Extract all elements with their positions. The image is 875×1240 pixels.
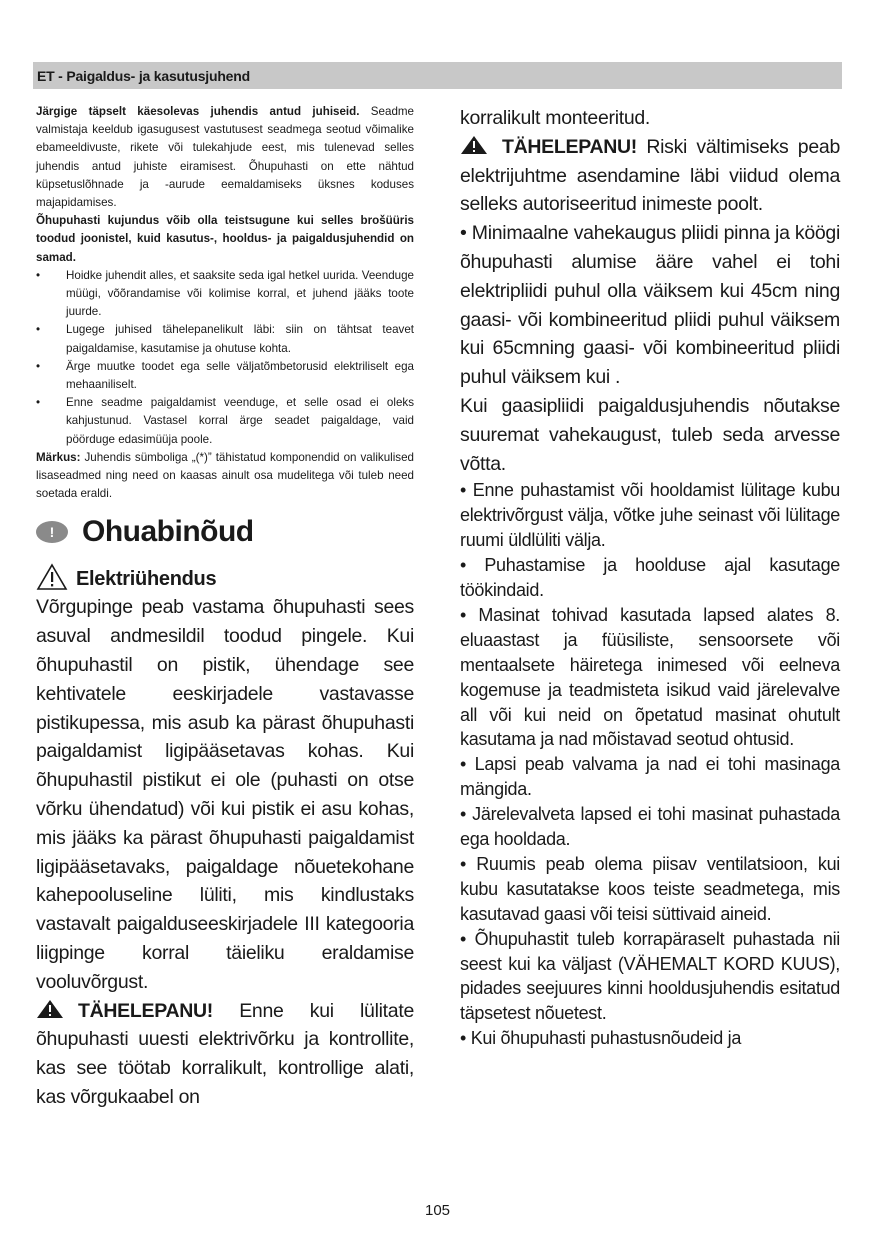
- warning-paragraph: TÄHELEPANU! Enne kui lülitate õhupuhasti uuesti elektrivõrku ja kontrollite, kas see töötab korralikult, kontrollige alati, kas võrgukaabel on: [36, 999, 414, 1109]
- page-number: 105: [424, 1202, 451, 1219]
- continued-text: korralikult monteeritud.: [460, 107, 651, 129]
- exclamation-badge-icon: !: [36, 521, 68, 543]
- list-item: • Puhastamise ja hoolduse ajal kasutage töökindaid.: [460, 555, 840, 600]
- section-heading: [36, 515, 414, 559]
- intro-paragraph: [36, 103, 414, 212]
- list-item: • Õhupuhastit tuleb korrapäraselt puhastada nii seest kui ka väljast (VÄHEMALT KORD KUUS), pidades seejuures kinni hooldusjuhendis esitatud täpsetest nõuetest.: [460, 928, 840, 1024]
- list-item: • Masinat tohivad kasutada lapsed alates 8. eluaastast ja füüsiliste, sensoorsete või mentaalsete häiretega inimesed või eelneva kogemuse ja teadmisteta isikud vaid järelevalve all või kui neid on õpetatud masinat ohutult kasutama ja nad mõistavad seotud ohtusid.: [460, 604, 840, 750]
- warning-icon: [460, 135, 488, 155]
- list-item: • Kui õhupuhasti puhastusnõudeid ja: [460, 1028, 742, 1049]
- subsection-title: Elektriühendus: [76, 568, 217, 591]
- gas-hob-text: Kui gaasipliidi paigaldusjuhendis nõutakse suuremat vahekaugust, tuleb seda arvesse võtta.: [460, 394, 840, 475]
- header-bar: [33, 62, 842, 89]
- remark-label: Märkus:: [36, 450, 81, 464]
- bullet-icon: •: [36, 268, 41, 282]
- list-item: • Lapsi peab valvama ja nad ei tohi masinaga mängida.: [460, 754, 840, 800]
- intro-remark: Märkus: Juhendis sümboliga „(*)” tähistatud komponendid on valikulised lisaseadmed ning need on kaasas ainult osa mudelitega või tuleb need soetada eraldi.: [36, 450, 414, 501]
- list-item: • Järelevalveta lapsed ei tohi masinat puhastada ega hooldada.: [460, 804, 840, 850]
- left-column: [36, 103, 414, 1112]
- warning-paragraph: TÄHELEPANU! Riski vältimiseks peab elektrijuhtme asendamine läbi viidud olema selleks autoriseeritud inimeste poolt.: [460, 135, 840, 216]
- bullet-icon: •: [36, 396, 41, 410]
- min-distance-text: • Minimaalne vahekaugus pliidi pinna ja köögi õhupuhasti alumise ääre vahel ei tohi elektripliidi puhul olla väiksem kui 45cm ning gaasi- või kombineeritud pliidi puhul väiksem kui 65cmning gaasi- või kombineeritud pliidi puhul väiksem kui .: [460, 222, 840, 389]
- intro-text: Seadme valmistaja keeldub igasugusest vastutusest seadmega seotud võimalike ebameeldivuste, rikete või tulekahjude eest, mis tulenevad selles juhendis antud juhiste eiramisest. Õhupuhasti on ette nähtud küpsetuslõhnade ja -aurude eemaldamiseks üksnes koduses majapidamises.: [36, 105, 414, 210]
- subsection-heading: [36, 563, 414, 593]
- bullet-icon: •: [36, 323, 41, 337]
- warning-label: TÄHELEPANU!: [502, 135, 637, 158]
- list-item: • Lugege juhised tähelepanelikult läbi: siin on tähtsat teavet paigaldamise, kasutamise ja ohutuse kohta.: [36, 323, 414, 355]
- section-title: Ohuabinõud: [82, 515, 254, 549]
- electrical-connection-text: Võrgupinge peab vastama õhupuhasti sees asuval andmesildil toodud pingele. Kui õhupuhastil on pistik, ühendage see kehtivatele eeskirjadele vastavasse pistikupessa, mis asub ka pärast õhupuhasti paigaldamist ligipääsetavas kohas. Kui õhupuhastil pistikut ei ole (puhasti on otse võrku ühendatud) või kui pistik ei asu kohas, mis jääks ka pärast õhupuhasti paigaldamist ligipääsetavaks, paigaldage nõuetekohane kahepooluseline lüliti, mis kindlustaks vastavalt paigalduseeskirjadele III kategooria liigpinge korral täieliku eraldamise vooluvõrgust.: [36, 596, 414, 993]
- intro-bold-lead: Järgige täpselt käesolevas juhendis antud juhiseid.: [36, 105, 360, 118]
- warning-outline-icon: [36, 563, 68, 591]
- intro-design-note: Õhupuhasti kujundus võib olla teistsugune kui selles brošüüris toodud joonistel, kuid kasutus-, hooldus- ja paigaldusjuhendid on samad.: [36, 214, 414, 264]
- list-item: • Ärge muutke toodet ega selle väljatõmbetorusid elektriliselt ega mehaaniliselt.: [36, 359, 414, 392]
- warning-label: TÄHELEPANU!: [78, 999, 213, 1022]
- bullet-icon: •: [36, 359, 41, 373]
- header-title: ET - Paigaldus- ja kasutusjuhend: [37, 68, 250, 84]
- list-item: • Ruumis peab olema piisav ventilatsioon, kui kubu kasutatakse koos teiste seadmetega, mis kasutavad gaasi või teisi süttivaid aineid.: [460, 853, 840, 924]
- warning-icon: [36, 999, 64, 1019]
- list-item: • Enne seadme paigaldamist veenduge, et selle osad ei oleks kahjustunud. Vastasel korral ärge seadet paigaldage, vaid pöörduge edasimüüja poole.: [36, 396, 414, 446]
- list-item: • Hoidke juhendit alles, et saaksite seda igal hetkel uurida. Veenduge müügi, võõrandamise või kolimise korral, et juhend jääks toote juurde.: [36, 268, 414, 319]
- intro-bullet-list: [36, 267, 414, 449]
- right-column: [460, 104, 840, 1051]
- list-item: • Enne puhastamist või hooldamist lülitage kubu elektrivõrgust välja, võtke juhe seinast või lülitage ruumi üldlüliti välja.: [460, 480, 840, 551]
